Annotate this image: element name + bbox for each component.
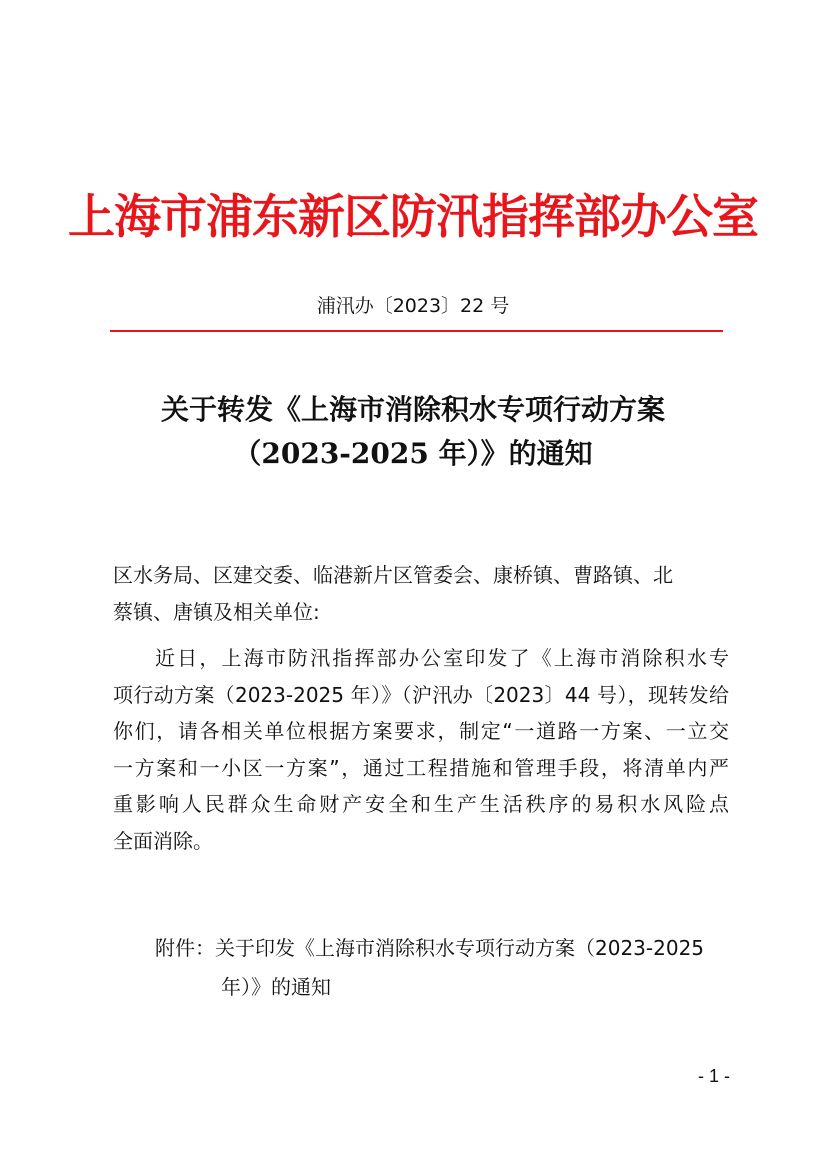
attachment-line: 附件：关于印发《上海市消除积水专项行动方案（2023-2025 [155,936,705,960]
paragraph-line: 近日，上海市防汛指挥部办公室印发了《上海市消除积水专 [155,646,729,670]
paragraph-line: 重影响人民群众生命财产安全和生产生活秩序的易积水风险点 [113,792,729,816]
attachment-note [155,929,729,1007]
paragraph-line: 一方案和一小区一方案”，通过工程措施和管理手段，将清单内严 [113,755,729,780]
issuing-org-title: 上海市浦东新区防汛指挥部办公室 [68,190,758,245]
red-divider-line [110,330,723,332]
notice-title [0,388,826,476]
paragraph-line: 全面消除。 [113,828,213,853]
document-number: 浦汛办〔2023〕22 号 [316,295,510,317]
recipients-line: 蔡镇、唐镇及相关单位: [113,599,320,624]
body-paragraph [113,640,729,859]
recipients [113,557,729,630]
notice-title-line: 关于转发《上海市消除积水专项行动方案 [160,393,665,426]
recipients-line: 区水务局、区建交委、临港新片区管委会、康桥镇、曹路镇、北 [113,563,673,587]
notice-title-line: （2023-2025 年）》的通知 [233,437,593,470]
paragraph-line: 你们，请各相关单位根据方案要求，制定“一道路一方案、一立交 [113,719,729,743]
paragraph-line: 项行动方案（2023-2025 年）》（沪汛办〔2023〕44 号），现转发给 [113,682,729,707]
attachment-line: 年）》的通知 [221,975,331,999]
page-number: - 1 - [697,1066,730,1086]
